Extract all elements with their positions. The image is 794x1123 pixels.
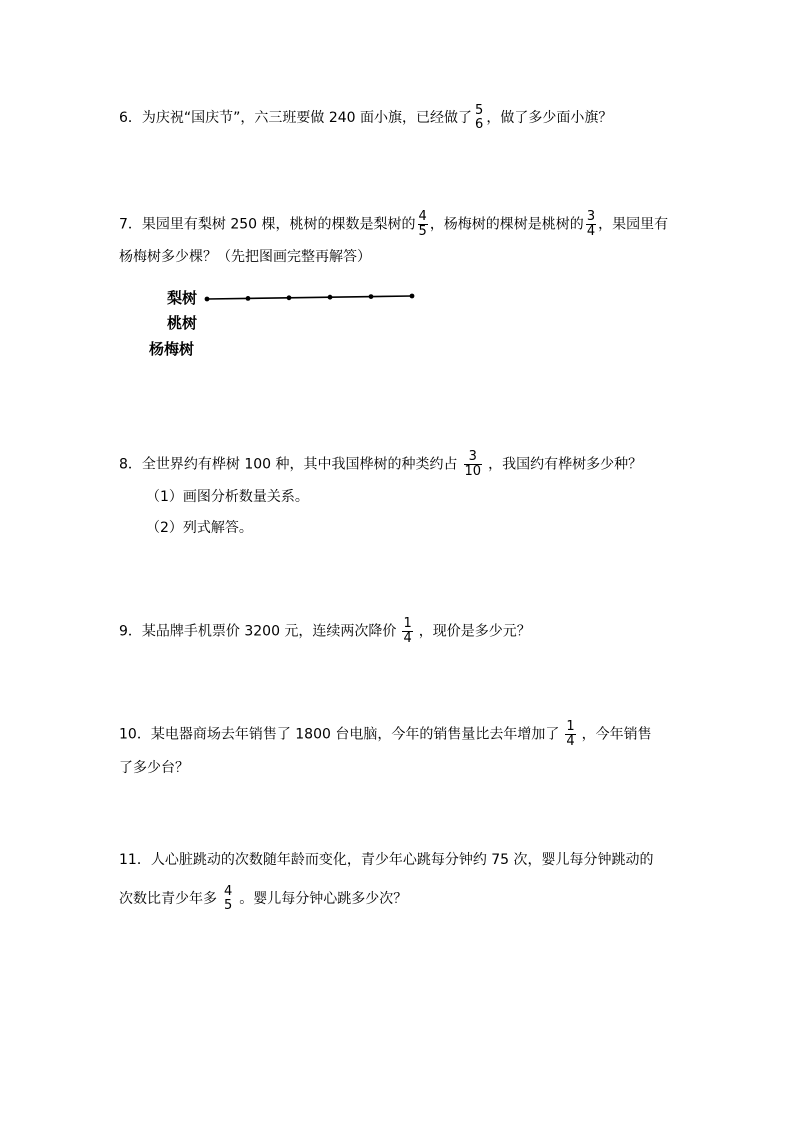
segment-tick-dot: [205, 297, 210, 302]
segment-tick-dot: [410, 294, 415, 299]
segment-tick-dot: [328, 295, 333, 300]
question-9-text-b: ，现价是多少元？: [418, 623, 531, 640]
question-10: [119, 720, 652, 749]
pear-tree-line: [205, 294, 415, 302]
question-10-text-b: ，今年销售: [581, 726, 652, 743]
segment-tick-dot: [369, 294, 374, 299]
diagram-label-bayberry: 杨梅树: [149, 340, 195, 358]
question-6-fraction: 5 6: [475, 103, 484, 132]
question-8-part-1: （1）画图分析数量关系。: [146, 489, 309, 505]
question-7-fraction-2: $\frac{3}{4}$: [586, 209, 596, 239]
question-6-text-b: ，做了多少面小旗？: [486, 110, 613, 126]
question-6-text-a: 6．为庆祝“国庆节”，六三班要做 240 面小旗，已经做了: [119, 110, 473, 126]
question-9: [119, 617, 531, 646]
question-8-text-b: ，我国约有桦树多少种？: [488, 456, 643, 473]
diagram-label-peach: 桃树: [167, 314, 198, 332]
question-11-text-b: 。婴儿每分钟心跳多少次？: [239, 891, 408, 907]
question-7-line-2: 杨梅树多少棵？（先把图画完整再解答）: [119, 249, 371, 265]
pear-line-segment: [207, 296, 412, 299]
question-7-text-b: ，杨梅树的棵树是桃树的: [429, 216, 584, 233]
segment-tick-dot: [246, 296, 251, 301]
question-11-line-1: 11．人心脏跳动的次数随年龄而变化，青少年心跳每分钟约 75 次，婴儿每分钟跳动的: [119, 852, 654, 868]
question-10-line-2: 了多少台？: [119, 760, 189, 776]
question-7-text-a: 7．果园里有梨树 250 棵，桃树的棵数是梨树的: [119, 216, 416, 233]
question-7-text-c: ，果园里有: [598, 216, 669, 233]
segment-tick-dot: [287, 295, 292, 300]
question-8: [119, 450, 642, 479]
question-10-text-a: 10．某电器商场去年销售了 1800 台电脑，今年的销售量比去年增加了: [119, 726, 560, 743]
question-8-text-a: 8．全世界约有桦树 100 种，其中我国桦树的种类约占: [119, 456, 458, 473]
question-11-text-a: 次数比青少年多: [119, 891, 217, 907]
question-8-fraction: $\frac{3}{10}$: [464, 449, 482, 479]
question-9-text-a: 9．某品牌手机票价 3200 元，连续两次降价: [119, 623, 397, 640]
question-11: [119, 885, 407, 913]
diagram-label-pear: 梨树: [167, 289, 198, 307]
question-8-part-2: （2）列式解答。: [146, 520, 253, 536]
question-7-fraction-1: $\frac{4}{5}$: [418, 209, 427, 239]
question-10-fraction: $\frac{1}{4}$: [566, 719, 575, 749]
question-11-fraction: 4 5: [224, 884, 233, 913]
question-9-fraction: $\frac{1}{4}$: [403, 616, 412, 646]
